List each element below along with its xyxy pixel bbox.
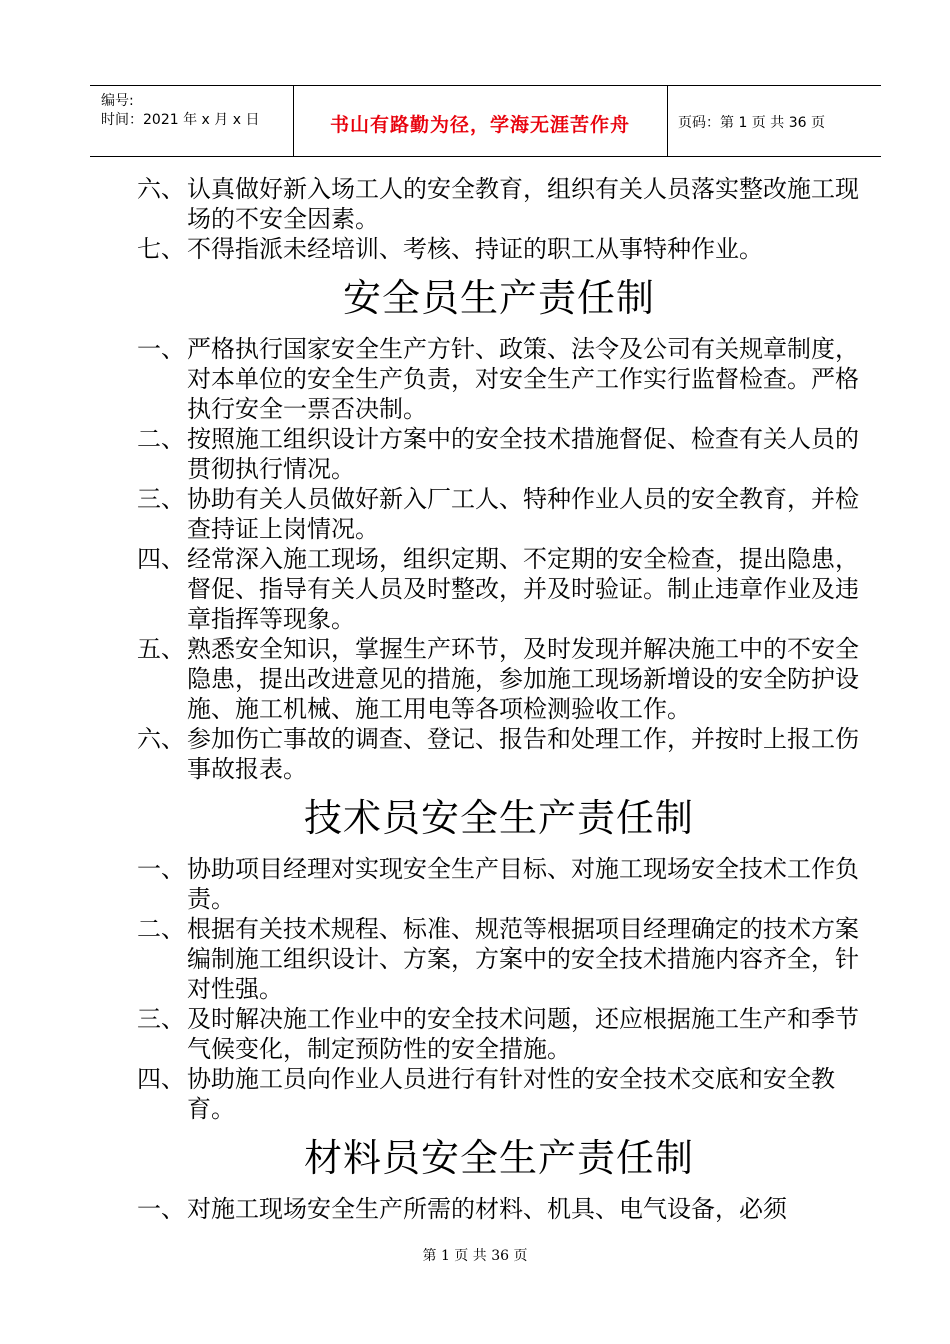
document-time-label: 时间：2021 年 x 月 x 日 <box>101 112 260 128</box>
list-item <box>137 484 861 544</box>
list-item-text: 参加伤亡事故的调查、登记、报告和处理工作，并按时上报工伤事故报表。 <box>187 725 859 783</box>
list-item-number: 二、 <box>137 915 185 943</box>
list-item-text: 不得指派未经培训、考核、持证的职工从事特种作业。 <box>187 235 763 263</box>
list-item-text: 按照施工组织设计方案中的安全技术措施督促、检查有关人员的贯彻执行情况。 <box>187 425 859 483</box>
list-item-number: 四、 <box>137 1065 185 1093</box>
list-item <box>137 1064 861 1124</box>
section-heading: 安全员生产责任制 <box>342 276 655 320</box>
list-item <box>137 234 861 264</box>
list-item-text: 协助项目经理对实现安全生产目标、对施工现场安全技术工作负责。 <box>187 855 859 913</box>
list-item <box>137 424 861 484</box>
list-item-number: 一、 <box>137 855 185 883</box>
list-item <box>137 1004 861 1064</box>
list-item <box>137 1194 861 1224</box>
list-item-text: 协助施工员向作业人员进行有针对性的安全技术交底和安全教育。 <box>187 1065 835 1123</box>
document-header <box>90 85 881 157</box>
header-motto-cell <box>293 86 668 156</box>
list-item <box>137 544 861 634</box>
list-item-text: 及时解决施工作业中的安全技术问题，还应根据施工生产和季节气候变化，制定预防性的安全措施。 <box>187 1005 859 1063</box>
section-heading: 技术员安全生产责任制 <box>303 796 694 840</box>
list-item-number: 三、 <box>137 1005 185 1033</box>
list-item-text: 熟悉安全知识，掌握生产环节，及时发现并解决施工中的不安全隐患，提出改进意见的措施，参加施工现场新增设的安全防护设施、施工机械、施工用电等各项检测验收工作。 <box>187 635 859 723</box>
list-item <box>137 634 861 724</box>
header-page-number: 页码：第 1 页 共 36 页 <box>678 115 825 131</box>
list-item-number: 三、 <box>137 485 185 513</box>
list-item-number: 五、 <box>137 635 185 663</box>
list-item <box>137 724 861 784</box>
list-item-text: 对施工现场安全生产所需的材料、机具、电气设备，必须 <box>187 1195 787 1223</box>
list-item-text: 协助有关人员做好新入厂工人、特种作业人员的安全教育，并检查持证上岗情况。 <box>187 485 859 543</box>
section-heading: 材料员安全生产责任制 <box>303 1136 694 1180</box>
list-item-text: 经常深入施工现场，组织定期、不定期的安全检查，提出隐患，督促、指导有关人员及时整改，并及时验证。制止违章作业及违章指挥等现象。 <box>187 545 859 633</box>
list-item-number: 七、 <box>137 235 185 263</box>
list-item <box>137 914 861 1004</box>
list-item <box>137 334 861 424</box>
header-page-cell <box>668 86 881 156</box>
list-item-text: 根据有关技术规程、标准、规范等根据项目经理确定的技术方案编制施工组织设计、方案，方案中的安全技术措施内容齐全，针对性强。 <box>187 915 859 1003</box>
list-item-text: 认真做好新入场工人的安全教育，组织有关人员落实整改施工现场的不安全因素。 <box>187 175 859 233</box>
list-item <box>137 854 861 914</box>
list-item-number: 一、 <box>137 1195 185 1223</box>
list-item-text: 严格执行国家安全生产方针、政策、法令及公司有关规章制度，对本单位的安全生产负责，对安全生产工作实行监督检查。严格执行安全一票否决制。 <box>187 335 859 423</box>
list-item-number: 六、 <box>137 725 185 753</box>
document-id-label: 编号: <box>101 93 134 109</box>
list-item-number: 四、 <box>137 545 185 573</box>
document-body <box>137 174 861 1224</box>
page-footer: 第 1 页 共 36 页 <box>422 1248 528 1264</box>
list-item <box>137 174 861 234</box>
list-item-number: 二、 <box>137 425 185 453</box>
list-item-number: 一、 <box>137 335 185 363</box>
list-item-number: 六、 <box>137 175 185 203</box>
header-info-cell <box>90 86 294 156</box>
header-motto: 书山有路勤为径，学海无涯苦作舟 <box>329 114 630 136</box>
